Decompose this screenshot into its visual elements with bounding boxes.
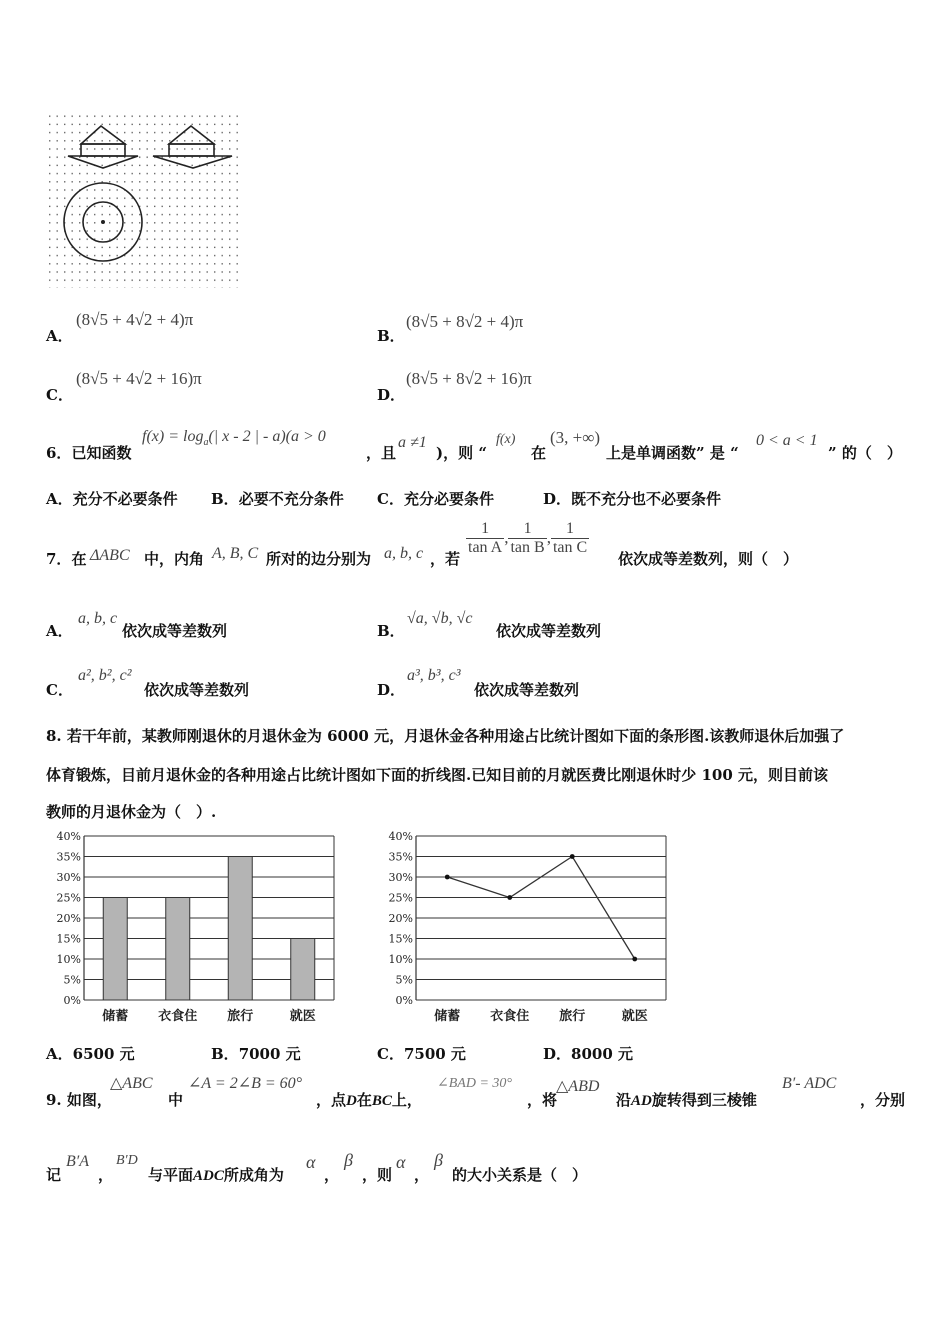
y-tick-label: 40% xyxy=(388,830,413,843)
y-tick-label: 25% xyxy=(388,891,413,905)
q6-option-b[interactable]: B．必要不充分条件 xyxy=(211,490,344,508)
q9-text-1: 中 xyxy=(168,1091,184,1109)
q7-option-d-text: 依次成等差数列 xyxy=(474,681,580,699)
bar xyxy=(103,898,127,1001)
q7-triangle: ΔABC xyxy=(90,547,130,564)
q7-lead: 7．在 xyxy=(46,550,87,568)
q9-bd: B′D xyxy=(116,1153,138,1168)
q6-function xyxy=(142,428,326,448)
q9-comma-2: ， xyxy=(324,1166,340,1184)
q9-angle: ∠A = 2∠B = 60° xyxy=(188,1075,303,1092)
x-tick-label: 储蓄 xyxy=(434,1009,461,1024)
x-tick-label: 旅行 xyxy=(559,1009,586,1024)
q6-func-sub: a xyxy=(203,437,209,449)
q7-option-c-text: 依次成等差数列 xyxy=(144,681,250,699)
series-line xyxy=(447,857,635,960)
q8-line-2: 体育锻炼，目前月退休金的各种用途占比统计图如下面的折线图.已知目前的月就医费比刚退休时少 100 元，则目前该 xyxy=(46,766,828,784)
q6-text-2: ，且 xyxy=(366,444,397,462)
q8-option-d[interactable]: D．8000 元 xyxy=(543,1045,633,1063)
q9-alpha-2: α xyxy=(396,1152,406,1172)
q9-line2-text-1: 记 xyxy=(46,1166,62,1184)
q7-text-2: 中，内角 xyxy=(144,550,205,568)
q7-option-b-text: 依次成等差数列 xyxy=(496,622,602,640)
q9-ba: B′A xyxy=(66,1153,90,1170)
frac-tan-a: $\frac{1}{\text{tan A}}$ xyxy=(468,520,503,556)
q8-option-b[interactable]: B．7000 元 xyxy=(211,1045,301,1063)
q8-option-c[interactable]: C．7500 元 xyxy=(377,1045,466,1063)
q6-text-3: )，则 “ xyxy=(436,444,487,462)
q9-line2-text-2: 与平面ADC所成角为 xyxy=(148,1166,284,1184)
q6-option-a[interactable]: A．充分不必要条件 xyxy=(46,490,178,508)
q9-pyramid: B′- ADC xyxy=(782,1075,837,1092)
q9-bad: ∠BAD = 30° xyxy=(437,1076,512,1091)
q6-text-4: 在 xyxy=(531,444,547,462)
q9-text-2: ，点D在BC上， xyxy=(316,1091,422,1109)
q9-text-5: ，将 xyxy=(527,1091,558,1109)
q9-text-8: ，分别 xyxy=(860,1091,906,1109)
q9-alpha: α xyxy=(306,1152,316,1172)
bar xyxy=(166,898,190,1001)
q7-option-a-expr: a, b, c xyxy=(78,610,118,627)
y-tick-label: 20% xyxy=(388,912,413,925)
y-tick-label: 35% xyxy=(56,850,81,864)
q9-text-6: 沿AD旋转得到三棱锥 xyxy=(616,1091,757,1109)
q6-option-c[interactable]: C．充分必要条件 xyxy=(377,490,494,508)
q7-option-a-text: 依次成等差数列 xyxy=(122,622,228,640)
q6-text-5: 上是单调函数” 是 “ xyxy=(606,444,739,462)
q7-text-3: 所对的边分别为 xyxy=(266,550,372,568)
y-tick-label: 30% xyxy=(56,871,81,884)
data-point xyxy=(507,895,512,900)
q8-line-1: 8. 若干年前，某教师刚退休的月退休金为 6000 元，月退休金各种用途占比统计图如下面的条形图.该教师退休后加强了 xyxy=(46,727,845,745)
q7-angles: A, B, C xyxy=(212,545,259,562)
q7-option-c-expr: a², b², c² xyxy=(78,667,132,684)
q8-option-a[interactable]: A．6500 元 xyxy=(46,1045,135,1063)
q5-option-d-label[interactable]: D． xyxy=(377,386,406,404)
y-tick-label: 5% xyxy=(63,973,81,987)
x-tick-label: 衣食住 xyxy=(158,1009,198,1024)
x-tick-label: 就医 xyxy=(621,1009,648,1024)
q6-cond: a ≠1 xyxy=(398,434,427,451)
q9-comma-3: ， xyxy=(414,1166,430,1184)
y-tick-label: 40% xyxy=(56,830,81,843)
q5-option-c-expr: (8√5 + 4√2 + 16)π xyxy=(76,369,202,388)
q5-option-b-label[interactable]: B． xyxy=(377,327,405,345)
q8-line-3: 教师的月退休金为（ ）. xyxy=(46,803,217,821)
q9-line2-text-5: 的大小关系是（ ） xyxy=(452,1166,588,1184)
line-chart xyxy=(378,826,678,1026)
x-tick-label: 衣食住 xyxy=(490,1009,530,1024)
y-tick-label: 10% xyxy=(56,953,81,966)
q6-option-d[interactable]: D．既不充分也不必要条件 xyxy=(543,490,722,508)
data-point xyxy=(570,854,575,859)
q7-sides: a, b, c xyxy=(384,545,424,562)
frac-tan-c: $\frac{1}{\text{tan C}}$ xyxy=(552,520,588,556)
q6-text-6: ” 的（ ） xyxy=(828,444,902,462)
y-tick-label: 20% xyxy=(56,912,81,925)
q9-beta-2: β xyxy=(434,1150,443,1170)
frac-tan-b: $\frac{1}{\text{tan B}}$ xyxy=(510,520,545,556)
y-tick-label: 0% xyxy=(395,994,413,1007)
q9-number: 9. 如图， xyxy=(46,1091,112,1109)
bar xyxy=(228,857,252,1001)
y-tick-label: 15% xyxy=(56,932,81,946)
y-tick-label: 5% xyxy=(395,973,413,987)
q7-option-a-label[interactable]: A． xyxy=(46,622,73,640)
q5-option-c-label[interactable]: C． xyxy=(46,386,73,404)
grid-dots xyxy=(46,112,242,288)
q6-stem xyxy=(46,442,131,463)
q9-abd: △ABD xyxy=(556,1078,600,1095)
q9-triangle: △ABC xyxy=(110,1075,153,1092)
x-tick-label: 就医 xyxy=(289,1009,316,1024)
q6-number: 6． xyxy=(46,444,72,462)
q7-option-b-expr: √a, √b, √c xyxy=(407,610,473,627)
q7-option-b-label[interactable]: B． xyxy=(377,622,405,640)
q6-interval: (3, +∞) xyxy=(550,428,601,447)
q7-option-c-label[interactable]: C． xyxy=(46,681,73,699)
q5-option-a-label[interactable]: A． xyxy=(46,327,73,345)
q6-text-1: 已知函数 xyxy=(71,444,132,462)
q6-fx: f(x) xyxy=(496,432,516,447)
q9-line2-text-4: ，则 xyxy=(362,1166,393,1184)
q6-range: 0 < a < 1 xyxy=(756,432,818,449)
q9-beta: β xyxy=(344,1150,353,1170)
y-tick-label: 15% xyxy=(388,932,413,946)
three-view-figure xyxy=(46,112,242,288)
q6-func-head: f(x) = log xyxy=(142,428,204,445)
q5-option-b-expr: (8√5 + 8√2 + 4)π xyxy=(406,312,524,331)
q7-text-5: 依次成等差数列，则（ ） xyxy=(618,550,799,568)
y-tick-label: 10% xyxy=(388,953,413,966)
q7-fractions: $\frac{1}{\text{tan A}}$ , $\frac{1}{\text{tan B}}$ , $\frac{1}{\text{tan C}}$ xyxy=(468,520,588,556)
data-point xyxy=(632,957,637,962)
q5-option-d-expr: (8√5 + 8√2 + 16)π xyxy=(406,369,532,388)
y-tick-label: 0% xyxy=(63,994,81,1007)
q7-option-d-expr: a³, b³, c³ xyxy=(407,667,461,684)
q9-comma-1: ， xyxy=(98,1166,114,1184)
y-tick-label: 35% xyxy=(388,850,413,864)
q5-option-a-expr: (8√5 + 4√2 + 4)π xyxy=(76,310,194,329)
x-tick-label: 旅行 xyxy=(227,1009,254,1024)
y-tick-label: 25% xyxy=(56,891,81,905)
q7-text-4: ，若 xyxy=(430,550,461,568)
bar xyxy=(291,939,315,1001)
data-point xyxy=(445,875,450,880)
q6-func-rest: (| x - 2 | - a)(a > 0 xyxy=(208,428,326,445)
x-tick-label: 储蓄 xyxy=(102,1009,129,1024)
bar-chart xyxy=(46,826,346,1026)
y-tick-label: 30% xyxy=(388,871,413,884)
q7-option-d-label[interactable]: D． xyxy=(377,681,406,699)
